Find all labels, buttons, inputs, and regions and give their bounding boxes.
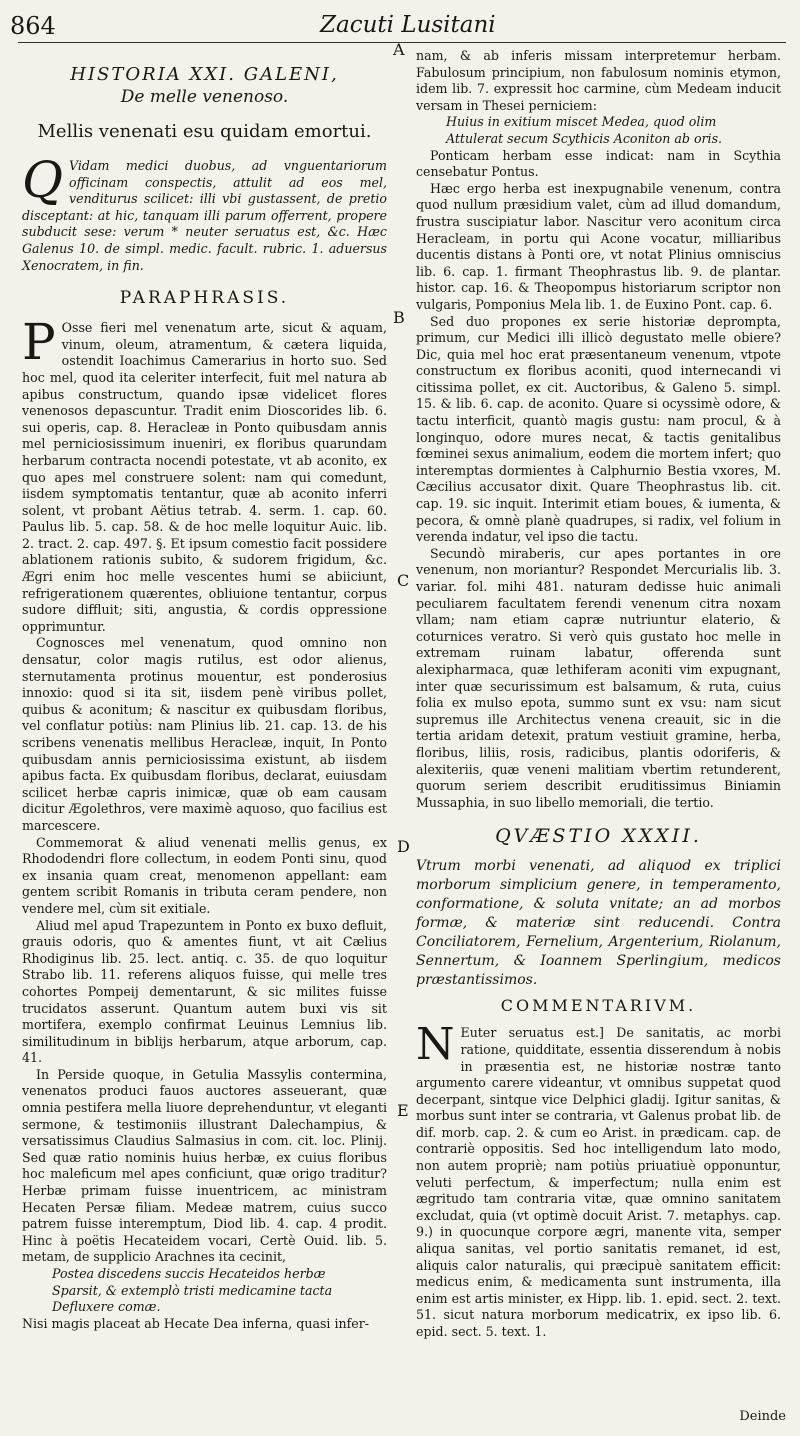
page-number: 864 [10,12,56,40]
history-lead: Mellis venenati esu quidam emortui. [37,121,372,142]
margin-marker-d: D [397,837,410,856]
right-para-3: Hæc ergo herba est inexpugnabile venenum, contra quod nullum præsidium valet, cùm ad illud domandum, frustra suscipiatur labor. Nascitur vero aconitum circa Heracleam, in portu qui Acone vocatur, milliaribus ducentis distans à Ponti ore, vt notat Plinius omniscius lib. 6. cap. 1. firmant Theophrastus lib. 9. de plantar. histor. cap. 16. & Theopompus historiarum scriptor non vulgaris, Pomponius Mela lib. 1. de Euxino Pont. cap. 6. [416,180,781,312]
commentary-para-text: Euter seruatus est.] De sanitatis, ac morbi ratione, quidditate, essentia disserendum à nobis in præsentia est, ne historiæ nostræ tanto argumento carere videantur, vt omnibus suppetat quod decerpant, sintque vice Delphici gladij. Igitur sanitas, & morbus sunt inter se contraria, vt Galenus probat lib. de dif. morb. cap. 2. & cum eo Arist. in prædicam. cap. de contrariè oppositis. Sed hoc intelligendum lato modo, non autem propriè; nam potiùs priuatiuè opponuntur, veluti perfectum, & imperfectum; nulla enim est ægritudo tam contraria vitæ, quæ omnino sanitatem excludat, quia (vt optimè docuit Arist. 7. metaphys. cap. 9.) in quocunque corpore ægri, manente vita, semper aliqua sanitas, vel portio sanitatis remanet, id est, aliquis calor naturalis, qui præcipuè sanitatem efficit: medicus enim, & medicamenta sunt instrumenta, illa enim est artis minister, ex Hipp. lib. 1. epid. sect. 2. text. 51. sicut natura morborum medicatrix, ex ipso lib. 6. epid. sect. 5. text. 1. [416,1025,781,1339]
galen-quote [22,151,387,274]
verse-line: Attulerat secum Scythicis Aconiton ab oris. [446,130,723,146]
right-para-5: Secundò miraberis, cur apes portantes in ore venenum, non moriantur? Respondet Mercurialis lib. 3. variar. fol. mihi 481. naturam dedisse huic animali peculiarem facultatem ferendi venenum citra noxam vllam; nam etiam capræ nutriuntur elaterio, & coturnices veratro. Si verò quis gustato hoc melle in extremam ruinam labatur, offerenda sunt alexipharmaca, quæ lethiferam aconiti vim expugnant, inter quæ securissimum est balsamum, & ruta, cuius folia ex mulso epota, summo sunt ex vsu: nam sicut supremus ille Architectus venena creauit, sic in die tertia aridam detexit, pratum vestiuit gramine, herba, floribus, liliis, rosis, radicibus, plantis odoriferis, & alexiteriis, quæ veneni malitiam vbertim retunderent, quorum seriem describit eruditissimus Biniamin Mussaphia, in suo libello memoriali, die tertio. [416,545,781,810]
right-para-1: nam, & ab inferis missam interpretemur herbam. Fabulosum principium, non fabulosum nominis etymon, idem lib. 7. expressit hoc carmine, cùm Medeam inducit versam in Thesei perniciem: [416,48,781,113]
history-subtitle: De melle venenoso. [120,87,289,107]
verse-line: Defluxere comæ. [52,1299,161,1315]
right-column [416,48,781,1341]
verse-line: Huius in exitium miscet Medea, quod olim [446,114,717,130]
margin-marker-e: E [397,1101,409,1120]
margin-marker-b: B [393,308,405,327]
paraphrasis-para-3: Commemorat & aliud venenati mellis genus, ex Rhododendri flore collectum, in eodem Ponti sinu, quod ex insania quam creat, menomenon appellant: eam gentem scribit Romanis in tributa ceram pendere, non vendere mel, cùm sit exitiale. [22,834,387,916]
left-column [22,48,387,1332]
drop-cap-q: Q [22,151,63,209]
paraphrasis-heading: PARAPHRASIS. [119,288,290,309]
paraphrasis-para-6: Nisi magis placeat ab Hecate Dea inferna, quasi infer- [22,1315,369,1331]
question-heading: QVÆSTIO XXXII. [495,825,702,848]
margin-marker-c: C [397,571,410,590]
commentary-para [416,1019,781,1340]
drop-cap-n: N [416,1019,455,1071]
history-title: HISTORIA XXI. GALENI, [70,64,339,85]
paraphrasis-para-4: Aliud mel apud Trapezuntem in Ponto ex buxo defluit, grauis odoris, quo & amentes fiunt, vt ait Cælius Rhodiginus lib. 25. lect. antiq. c. 35. de quo loquitur Strabo lib. 11. referens aliquos fuisse, qui melle tres cohortes Pompeij dementarunt, & sic milites fuisse trucidatos asserunt. Quantum autem buxi vis sit mortifera, exemplo confirmat Leuinus Lemnius lib. similitudinum in biblijs herbarum, atque arborum, cap. 41. [22,917,387,1066]
commentary-heading: COMMENTARIVM. [500,996,697,1016]
right-para-4: Sed duo propones ex serie historiæ deprompta, primum, cur Medici illi illicò degustato melle obiere? Dic, quia mel hoc erat præsentaneum venenum, vtpote constructum ex floribus aconiti, quod internecandi vi citissima pollet, ex cit. Auctoribus, & Galeno 5. simpl. 15. & lib. 6. cap. de aconito. Quare si ocyssimè odore, & tactu interficit, quantò magis gustu: nam procul, & à longinquo, odore mures necat, & tactis genitalibus fœminei sexus animalium, eodem die mortem infert; quo interemptas dormientes à Calphurnio Bestia vxores, M. Cæcilius accusator dixit. Quare Theophrastus lib. cit. cap. 19. sic inquit. Interimit etiam boues, & iumenta, & pecora, & omnè planè quadrupes, si radix, vel folium in verenda indatur, vel ipso die tactu. [416,313,781,545]
paraphrasis-para-5: In Perside quoque, in Getulia Massylis contermina, venenatos produci fauos auctores asseuerant, quæ omnia pestifera mella liuore deprehenduntur, vt eleganti sermone, & testimoniis illustrant Dalechampius, & versatissimus Claudius Salmasius in com. cit. loc. Plinij. Sed quæ ratio nominis huius herbæ, ex cuius floribus hoc maleficum mel apes conficiunt, quæ origo traditur? Herbæ primam fuisse inuentricem, ac ministram Hecaten Persæ filiam. Medeæ matrem, cuius succo patrem fuisse interemptum, Diod lib. 4. cap. 4 prodit. Hinc à poëtis Hecateidem vocari, Certè Ouid. lib. 5. metam, de supplicio Arachnes ita cecinit, [22,1066,387,1265]
running-title: Zacuti Lusitani [320,12,496,38]
question-title: Vtrum morbi venenati, ad aliquod ex triplici morborum simplicium genere, in temperamento, conformatione, & soluta vnitate; an ad morbos formæ, & materiæ sint reducendi. Contra Conciliatorem, Fernelium, Argenterium, Riolanum, Sennertum, & Ioannem Sperlingium, medicos præstantissimos. [416,858,781,989]
drop-cap-p: P [22,313,56,372]
paraphrasis-para-2: Cognosces mel venenatum, quod omnino non densatur, color magis rutilus, est odor alienus, sternutamenta protinus mouentur, est ponderosius innoxio: quod si ita sit, iisdem penè viribus pollet, quibus & aconitum; & nascitur ex quibusdam floribus, vel conflatur potiùs: nam Plinius lib. 21. cap. 13. de his scribens venenatis mellibus Heracleæ, inquit, In Ponto quibusdam annis perniciosissima existunt, ab iisdem apibus facta. Ex quibusdam floribus, declarat, euiusdam scilicet herbæ capris inimicæ, quæ ob eam causam dicitur Ægolethros, vere maximè aquoso, quo facilius est marcescere. [22,635,387,833]
running-header [10,12,786,42]
verse-line: Sparsit, & extemplò tristi medicamine tacta [52,1282,333,1298]
catchword: Deinde [739,1409,786,1424]
verse-line: Postea discedens succis Hecateidos herbæ [52,1266,326,1281]
paraphrasis-para-1 [22,313,387,635]
medea-verse [416,114,781,147]
paraphrasis-para-1-text: Osse fieri mel venenatum arte, sicut & aquam, vinum, oleum, atramentum, & cætera liquida, ostendit Ioachimus Camerarius in horto suo. Sed hoc mel, quod ita celeriter interfecit, fuit mel natura ab apibus constructum, quando ipsæ videlicet flores venenosos depascuntur. Tradit enim Dioscorides lib. 6. sui operis, cap. 8. Heracleæ in Ponto quibusdam annis mel perniciosissimum inueniri, ex floribus quarundam herbarum contracta nocendi potestate, vt ab aconito, ex quo apes mel construere solent: nam qui comedunt, iisdem symptomatis tentantur, quæ ab aconito inferri solent, vt probant Aëtius tetrab. 4. serm. 1. cap. 60. Paulus lib. 5. cap. 58. & de hoc melle loquitur Auic. lib. 2. tract. 2. cap. 497. §. Et ipsum comestio facit possidere ablationem rationis subito, & sudorem frigidum, &c. Ægri enim hoc melle vescentes humi se abiiciunt, refrigerationem quærentes, obliuione tentantur, corpus sudore diffluit; siti, angustia, & cordis oppressione opprimuntur. [22,320,387,634]
galen-quote-text: Vidam medici duobus, ad vnguentariorum officinam conspectis, attulit ad eos mel, venditurus scilicet: illi vbi gustassent, de pretio disceptant: at hic, tanquam illi parum offerrent, propere subducit sese: verum * neuter seruatus est, &c. Hæc Galenus 10. de simpl. medic. facult. rubric. 1. aduersus Xenocratem, in fin. [22,158,387,273]
margin-marker-a: A [393,40,405,59]
right-para-2: Ponticam herbam esse indicat: nam in Scythia censebatur Pontus. [416,147,781,180]
ovid-verse [22,1266,387,1316]
